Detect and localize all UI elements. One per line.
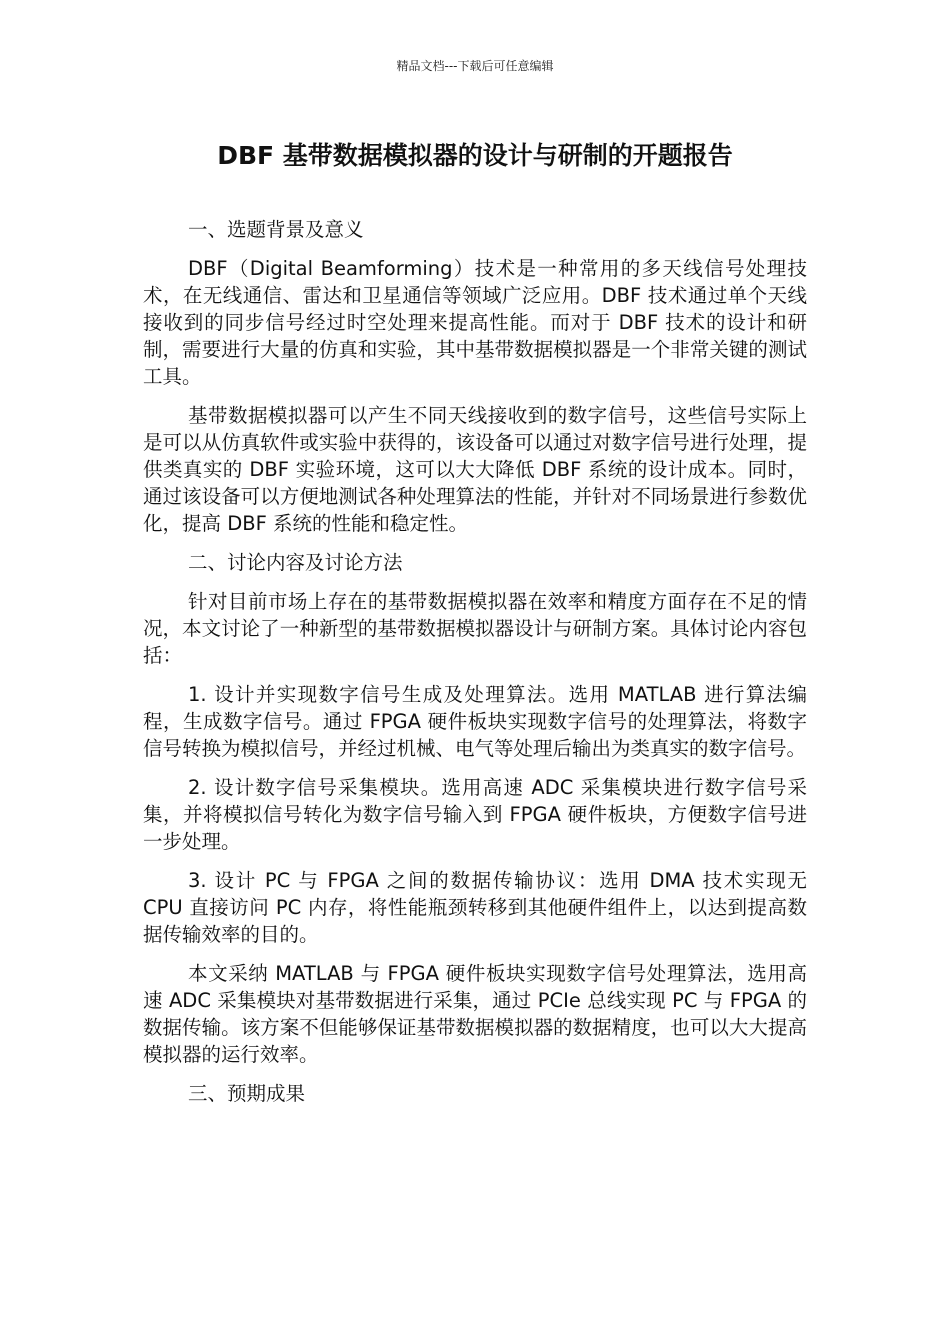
paragraph-simulator-role: 基带数据模拟器可以产生不同天线接收到的数字信号，这些信号实际上是可以从仿真软件或实验中获得的，该设备可以通过对数字信号进行处理，提供类真实的 DBF 实验环境，这可以大大降低 DBF 系统的设计成本。同时，通过该设备可以方便地测试各种处理算法的性能，并针对不同场景进行参数优化，提高 DBF 系统的性能和稳定性。: [143, 404, 807, 535]
page-header: 精品文档---下载后可任意编辑: [396, 59, 554, 73]
paragraph-content-intro: 针对目前市场上存在的基带数据模拟器在效率和精度方面存在不足的情况，本文讨论了一种新型的基带数据模拟器设计与研制方案。具体讨论内容包括：: [143, 590, 807, 667]
paragraph-item-2: 2. 设计数字信号采集模块。选用高速 ADC 采集模块进行数字信号采集，并将模拟信号转化为数字信号输入到 FPGA 硬件板块，方便数字信号进一步处理。: [143, 776, 807, 853]
document-body: [143, 216, 807, 1119]
paragraph-item-1: 1. 设计并实现数字信号生成及处理算法。选用 MATLAB 进行算法编程，生成数字信号。通过 FPGA 硬件板块实现数字信号的处理算法，将数字信号转换为模拟信号，并经过机械、电气等处理后输出为类真实的数字信号。: [143, 683, 807, 760]
document-title: DBF 基带数据模拟器的设计与研制的开题报告: [217, 141, 733, 170]
section-heading-background: 一、选题背景及意义: [188, 218, 364, 241]
paragraph-summary: 本文采纳 MATLAB 与 FPGA 硬件板块实现数字信号处理算法，选用高速 ADC 采集模块对基带数据进行采集，通过 PCIe 总线实现 PC 与 FPGA 的数据传输。该方案不但能够保证基带数据模拟器的数据精度，也可以大大提高模拟器的运行效率。: [143, 962, 807, 1066]
section-heading-content-method: 二、讨论内容及讨论方法: [188, 551, 403, 574]
paragraph-item-3: 3. 设计 PC 与 FPGA 之间的数据传输协议：选用 DMA 技术实现无 CPU 直接访问 PC 内存，将性能瓶颈转移到其他硬件组件上，以达到提高数据传输效率的目的。: [143, 869, 807, 946]
section-heading-expected-results: 三、预期成果: [188, 1082, 306, 1105]
paragraph-dbf-intro: DBF（Digital Beamforming）技术是一种常用的多天线信号处理技术，在无线通信、雷达和卫星通信等领域广泛应用。DBF 技术通过单个天线接收到的同步信号经过时空处理来提高性能。而对于 DBF 技术的设计和研制，需要进行大量的仿真和实验，其中基带数据模拟器是一个非常关键的测试工具。: [143, 257, 807, 388]
